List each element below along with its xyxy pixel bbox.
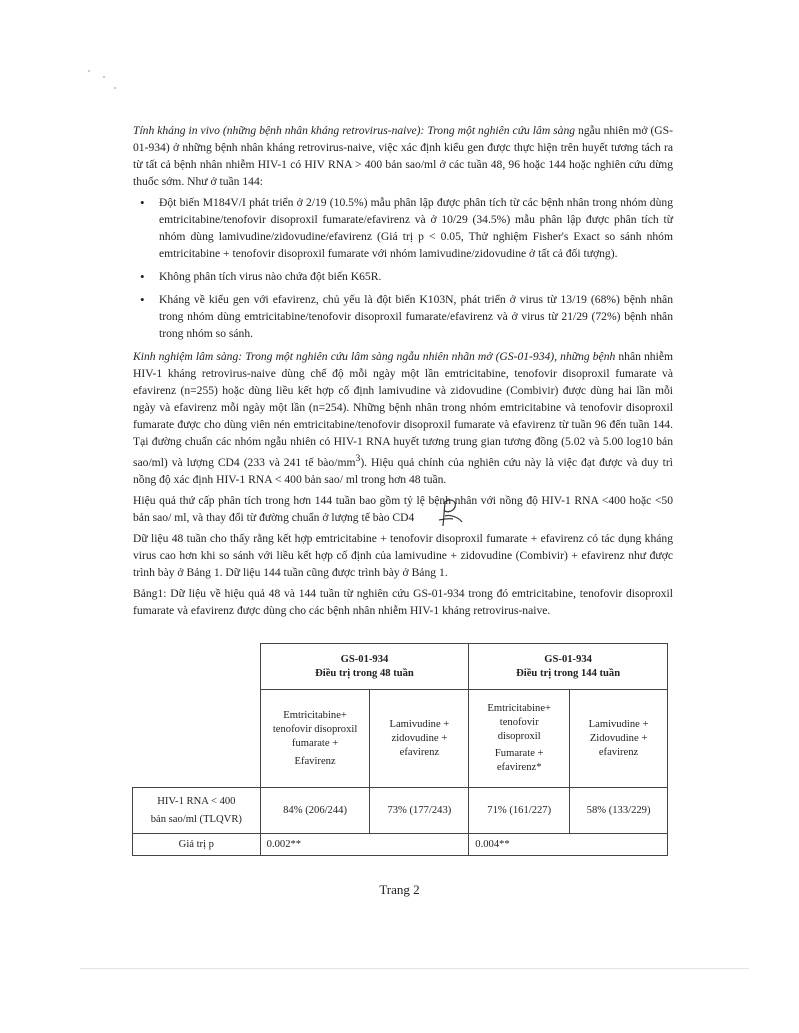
table-corner-2 [133,690,261,788]
group-48-period: Điều trị trong 48 tuần [315,667,414,679]
bullet-item: • Kháng về kiểu gen với efavirenz, chủ yếu là đột biến K103N, phát triển ở virus từ 13/19 (68%) bệnh nhân trong nhóm dùng emtricitabine/tenofovir disoproxil fumarate/efavirenz và ở virus từ 21/29 (72%) bệnh nhân trong nhóm so sánh. [159,291,673,342]
superscript-3: 3 [355,453,361,464]
cell-rna-48-lamivudine: 73% (177/243) [370,788,469,834]
document-body [133,122,673,623]
clinical-text-1: nhân nhiễm HIV-1 kháng retrovirus-naive dùng chế độ mỗi ngày một lần emtricitabine, tenofovir disoproxil fumarate và efavirenz (n=255) hoặc dùng liều kết hợp cố định lamivudine và zidovudine (Combivir) được dùng hai lần mỗi ngày và efavirenz mỗi ngày một lần (n=254). Những bệnh nhân trong nhóm emtricitabine và tenofovir disoproxil fumarate được cho dùng viên nén emtricitabine/tenofovir disoproxil fumarate và efavirenz từ tuần 96 đến tuần 144. Tại đường chuẩn các nhóm ngẫu nhiên có HIV-1 RNA huyết tương trung gian tương đồng (5.02 và 5.00 log10 bản sao/ml) và lượng CD4 (233 và 241 tế bào/mm [133,350,673,469]
group-144-period: Điều trị trong 144 tuần [516,667,621,679]
footer-divider [80,968,749,969]
page-number: Trang 2 [379,882,420,897]
clinical-text-2: ). Hiệu quả chính của nghiên cứu này là việc đạt được và duy trì nồng độ xác định HIV-1 RNA < 400 bản sao/ ml trong hơn 48 tuần. [133,455,673,486]
cell-rna-48-emtricitabine: 84% (206/244) [260,788,370,834]
table-column-header-row [133,690,668,788]
week48-paragraph: Dữ liệu 48 tuần cho thấy rằng kết hợp emtricitabine + tenofovir disoproxil fumarate + efavirenz có tác dụng kháng virus cao hơn khi so sánh với liều kết hợp cố định của lamivudine + zidovudine (Combivir) + efavirenz như được trình bày ở Bảng 1. Dữ liệu 144 tuần cũng được trình bày ở Bảng 1. [133,531,673,579]
table-group-header-row [133,644,668,690]
resistance-text: ngẫu nhiên mở (GS-01-934) ở những bệnh nhân kháng retrovirus-naive, việc xác định kiểu gen được thực hiện trên huyết tương tách ra từ tất cả bệnh nhân nhiễm HIV-1 có HIV RNA > 400 bản sao/ml ở các tuần 48, 96 hoặc 144 hoặc nghiên cứu dừng thuốc sớm. Như ở tuần 144: [133,124,673,188]
handwritten-mark [435,496,465,530]
bullet-item: • Không phân tích virus nào chứa đột biến K65R. [159,268,673,285]
cell-p-value-48: 0.002** [260,834,469,856]
clinical-lead: Kinh nghiệm lâm sàng: Trong một nghiên cứu lâm sàng ngẫu nhiên nhãn mở (GS-01-934), những bệnh [133,350,616,363]
resistance-bullet-list [133,194,673,342]
resistance-lead: Tính kháng in vivo (những bệnh nhân kháng retrovirus-naive): Trong một nghiên cứu lâm sàng [133,124,576,137]
row-label-rna: HIV-1 RNA < 400 bản sao/ml (TLQVR) [133,788,261,834]
bullet-item: • Đột biến M184V/I phát triển ở 2/19 (10.5%) mẫu phân lập được phân tích từ các bệnh nhân trong nhóm dùng emtricitabine/tenofovir disoproxil fumarate/efavirenz và ở 10/29 (34.5%) mẫu phân lập được phân tích từ nhóm dùng lamivudine/zidovudine/efavirenz (Giá trị p < 0.05, Thử nghiệm Fisher's Exact so sánh nhóm emtricitabine + tenofovir disoproxil fumarate với nhóm lamivudine/zidovudine ở tất cả đối tượng). [159,194,673,262]
table-row-p-value [133,834,668,856]
clinical-paragraph [133,348,673,488]
efficacy-table [132,643,668,856]
group-144-study: GS-01-934 [544,653,592,665]
column-header-144-lamivudine: Lamivudine + Zidovudine + efavirenz [570,690,668,788]
cell-rna-144-emtricitabine: 71% (161/227) [469,788,570,834]
resistance-paragraph [133,122,673,190]
table-corner [133,644,261,690]
row-label-p-value: Giá trị p [133,834,261,856]
column-header-48-lamivudine: Lamivudine + zidovudine + efavirenz [370,690,469,788]
cell-rna-144-lamivudine: 58% (133/229) [570,788,668,834]
column-header-144-emtricitabine: Emtricitabine+ tenofovir disoproxil Fumarate + efavirenz* [469,690,570,788]
group-header-48-weeks [260,644,469,690]
group-header-144-weeks [469,644,668,690]
table-row-rna [133,788,668,834]
secondary-outcome-paragraph: Hiệu quả thứ cấp phân tích trong hơn 144 tuần bao gồm tỷ lệ bệnh nhân với nồng độ HIV-1 RNA <400 hoặc <50 bản sao/ ml, và thay đổi từ đường chuẩn ở lượng tế bào CD4 [133,493,673,524]
scan-speck [88,70,90,72]
group-48-study: GS-01-934 [340,653,389,665]
column-header-48-emtricitabine: Emtricitabine+ tenofovir disoproxil fumarate + Efavirenz [260,690,370,788]
table-caption: Bảng1: Dữ liệu về hiệu quả 48 và 144 tuần từ nghiên cứu GS-01-934 trong đó emtricitabine, tenofovir disoproxil fumarate và efavirenz được dùng cho các bệnh nhân nhiễm HIV-1 kháng retrovirus-naive. [133,586,673,617]
cell-p-value-144: 0.004** [469,834,668,856]
scan-speck [103,76,105,78]
scan-speck [114,87,116,89]
